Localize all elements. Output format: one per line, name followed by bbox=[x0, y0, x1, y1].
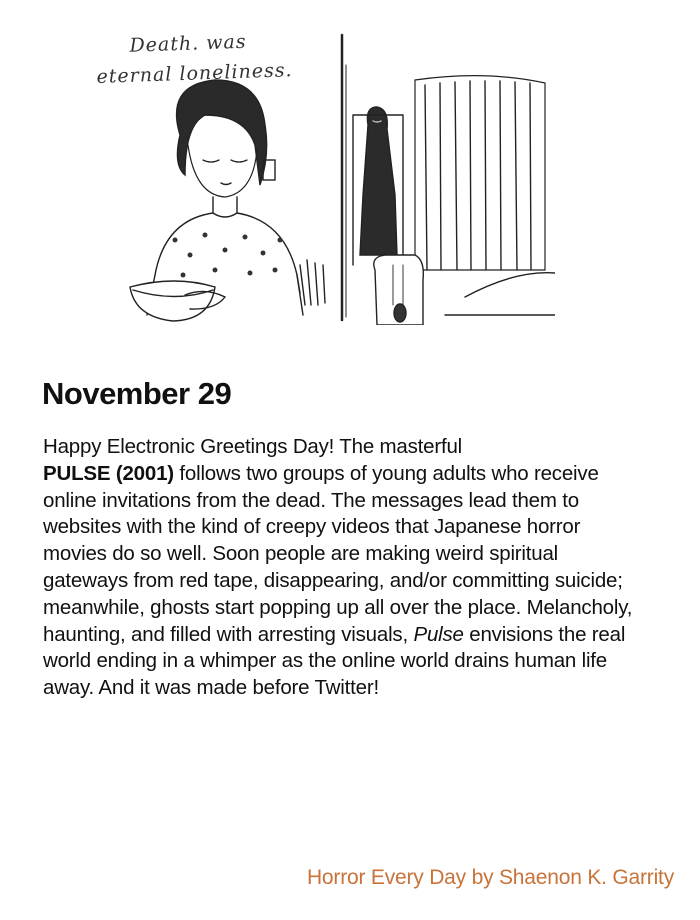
entry-text-part: Happy Electronic Greetings Day! The masterful bbox=[43, 435, 463, 458]
caption-line: eternal loneliness. bbox=[96, 59, 293, 88]
caption-line: Death. was bbox=[129, 30, 247, 57]
movie-title-italic: Pulse bbox=[413, 622, 464, 646]
entry-date: November 29 bbox=[42, 376, 232, 411]
comic-caption bbox=[95, 25, 293, 92]
entry-text-part: follows two groups of young adults who receive online invitations from the dead. The messages lead them to websites with the kind of creepy videos that Japanese horror movies do so well. Soon people are making weird spiritual gateways from red tape, disappearing, and/or committing suicide; meanwhile, ghosts start popping up all over the place. Melancholy, haunting, and filled with arresting visuals, bbox=[43, 461, 633, 646]
entry-text bbox=[43, 434, 643, 702]
entry-text-part: envisions the real world ending in a whimper as the online world drains human life away. And it was made before Twitter! bbox=[43, 622, 626, 700]
movie-title-bold: PULSE (2001) bbox=[43, 461, 174, 485]
credit-line: Horror Every Day by Shaenon K. Garrity bbox=[306, 866, 674, 889]
